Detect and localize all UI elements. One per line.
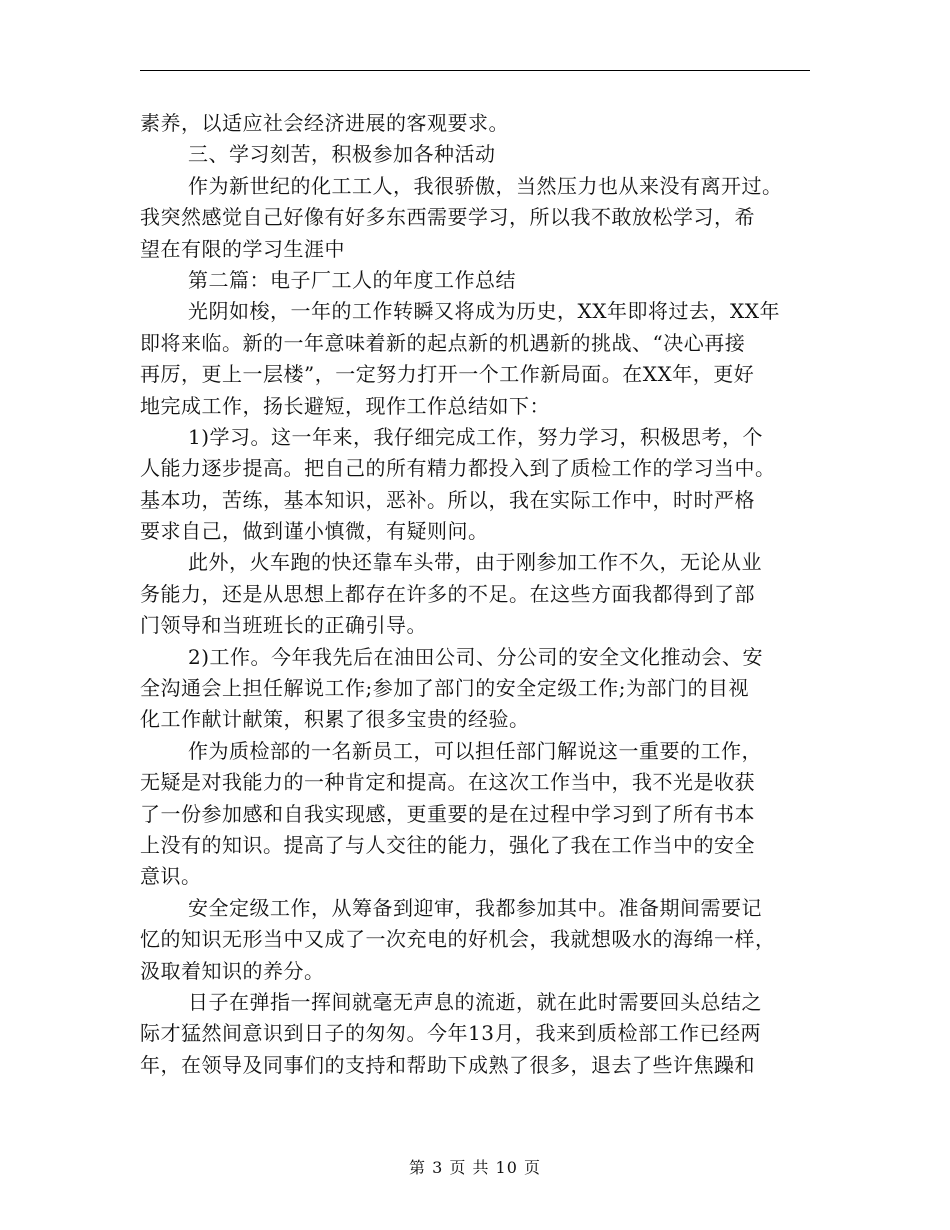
text-line: 此外，火车跑的快还靠车头带，由于刚参加工作不久，无论从业 (188, 550, 762, 575)
text-line: 门领导和当班班长的正确引导。 (140, 613, 427, 638)
text-line: 安全定级工作，从筹备到迎审，我都参加其中。准备期间需要记 (188, 895, 762, 920)
text-line: 年，在领导及同事们的支持和帮助下成熟了很多，退去了些许焦躁和 (140, 1052, 755, 1077)
text-line: 素养，以适应社会经济进展的客观要求。 (140, 111, 509, 135)
text-line: 上没有的知识。提高了与人交往的能力，强化了我在工作当中的安全 (140, 832, 755, 857)
text-line: 三、学习刻苦，积极参加各种活动 (188, 142, 496, 167)
text-line: 第二篇：电子厂工人的年度工作总结 (188, 267, 516, 292)
text-line: 要求自己，做到谨小慎微，有疑则问。 (140, 519, 489, 544)
text-line: 地完成工作，扬长避短，现作工作总结如下： (140, 393, 550, 418)
text-line: 光阴如梭，一年的工作转瞬又将成为历史，XX年即将过去，XX年 (188, 299, 780, 324)
text-line: 意识。 (140, 864, 202, 889)
text-line: 务能力，还是从思想上都存在许多的不足。在这些方面我都得到了部 (140, 581, 755, 606)
document-body (140, 108, 810, 1081)
text-line: 基本功，苦练，基本知识，恶补。所以，我在实际工作中，时时严格 (140, 487, 755, 512)
text-line: 我突然感觉自己好像有好多东西需要学习，所以我不敢放松学习，希 (140, 205, 755, 230)
text-line: 人能力逐步提高。把自己的所有精力都投入到了质检工作的学习当中。 (140, 456, 776, 481)
text-line: 望在有限的学习生涯中 (140, 236, 345, 261)
text-line: 汲取着知识的养分。 (140, 958, 325, 983)
text-line: 化工作献计献策，积累了很多宝贵的经验。 (140, 707, 530, 732)
text-line: 2)工作。今年我先后在油田公司、分公司的安全文化推动会、安 (188, 644, 764, 669)
header-rule (140, 70, 810, 71)
text-line: 无疑是对我能力的一种肯定和提高。在这次工作当中，我不光是收获 (140, 770, 755, 795)
text-line: 1)学习。这一年来，我仔细完成工作，努力学习，积极思考，个 (188, 424, 764, 449)
text-line: 忆的知识无形当中又成了一次充电的好机会，我就想吸水的海绵一样， (140, 927, 776, 952)
text-line: 再厉，更上一层楼”，一定努力打开一个工作新局面。在XX年，更好 (140, 362, 755, 387)
text-line: 际才猛然间意识到日子的匆匆。今年13月，我来到质检部工作已经两 (140, 1021, 761, 1046)
text-line: 了一份参加感和自我实现感，更重要的是在过程中学习到了所有书本 (140, 801, 755, 826)
page-footer: 第 3 页 共 10 页 (409, 1158, 541, 1177)
text-line: 作为质检部的一名新员工，可以担任部门解说这一重要的工作， (188, 738, 762, 763)
text-line: 日子在弹指一挥间就毫无声息的流逝，就在此时需要回头总结之 (188, 989, 762, 1014)
text-line: 作为新世纪的化工工人，我很骄傲，当然压力也从来没有离开过。 (188, 173, 783, 198)
text-line: 全沟通会上担任解说工作;参加了部门的安全定级工作;为部门的目视 (140, 676, 749, 701)
text-line: 即将来临。新的一年意味着新的起点新的机遇新的挑战、“决心再接 (140, 330, 746, 355)
